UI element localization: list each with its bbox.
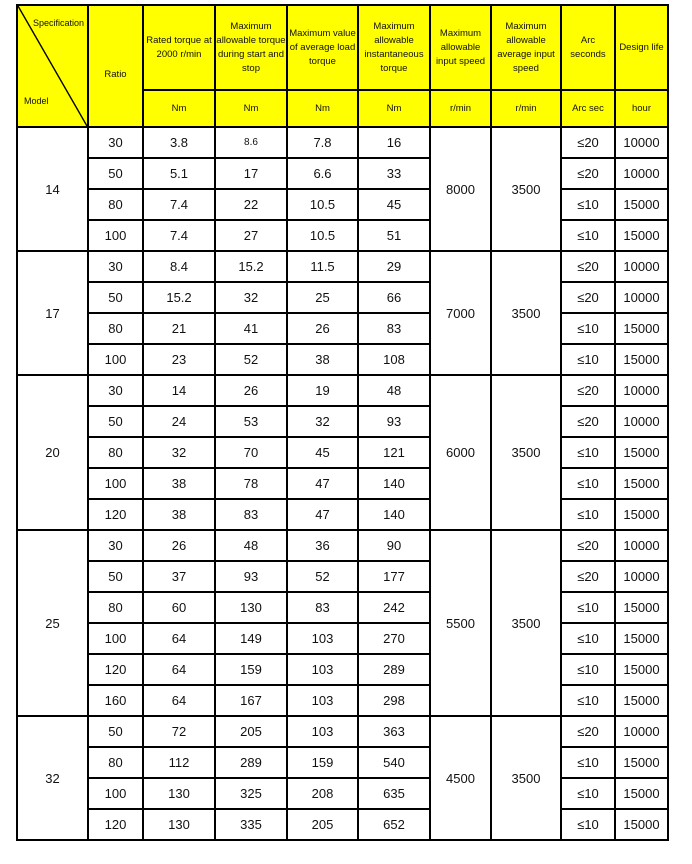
design-life-cell: 15000 (615, 654, 668, 685)
ratio-cell: 30 (88, 530, 143, 561)
ratio-cell: 30 (88, 375, 143, 406)
max-start-stop-cell: 130 (215, 592, 287, 623)
arc-seconds-cell: ≤10 (561, 499, 615, 530)
rated-torque-cell: 15.2 (143, 282, 215, 313)
rated-torque-cell: 130 (143, 809, 215, 840)
table-row (17, 158, 668, 189)
arc-seconds-cell: ≤20 (561, 375, 615, 406)
table-row (17, 747, 668, 778)
max-instant-cell: 29 (358, 251, 430, 282)
ratio-cell: 100 (88, 468, 143, 499)
design-life-cell: 15000 (615, 437, 668, 468)
table-row (17, 561, 668, 592)
unit-max-avg-input-speed: r/min (491, 90, 561, 127)
rated-torque-cell: 37 (143, 561, 215, 592)
max-avg-load-cell: 19 (287, 375, 358, 406)
ratio-cell: 120 (88, 809, 143, 840)
max-start-stop-cell: 27 (215, 220, 287, 251)
max-start-stop-cell: 149 (215, 623, 287, 654)
arc-seconds-cell: ≤10 (561, 685, 615, 716)
header-max-start-stop: Maximum allowable torque during start and stop (215, 5, 287, 90)
ratio-cell: 30 (88, 251, 143, 282)
max-start-stop-cell: 159 (215, 654, 287, 685)
max-avg-load-cell: 103 (287, 716, 358, 747)
header-design-life: Design life (615, 5, 668, 90)
max-instant-cell: 83 (358, 313, 430, 344)
arc-seconds-cell: ≤10 (561, 623, 615, 654)
max-instant-cell: 93 (358, 406, 430, 437)
design-life-cell: 10000 (615, 127, 668, 158)
rated-torque-cell: 72 (143, 716, 215, 747)
max-input-speed-cell: 4500 (430, 716, 491, 840)
max-instant-cell: 48 (358, 375, 430, 406)
rated-torque-cell: 60 (143, 592, 215, 623)
design-life-cell: 15000 (615, 747, 668, 778)
header-max-input-speed: Maximum allowable input speed (430, 5, 491, 90)
max-start-stop-cell: 325 (215, 778, 287, 809)
max-avg-load-cell: 159 (287, 747, 358, 778)
max-avg-load-cell: 103 (287, 685, 358, 716)
max-start-stop-cell: 78 (215, 468, 287, 499)
arc-seconds-cell: ≤20 (561, 282, 615, 313)
rated-torque-cell: 23 (143, 344, 215, 375)
arc-seconds-cell: ≤20 (561, 561, 615, 592)
table-row (17, 127, 668, 158)
table-row (17, 809, 668, 840)
model-cell: 17 (17, 251, 88, 375)
max-avg-load-cell: 6.6 (287, 158, 358, 189)
max-avg-load-cell: 32 (287, 406, 358, 437)
corner-header-cell (17, 5, 88, 127)
design-life-cell: 10000 (615, 158, 668, 189)
max-start-stop-cell: 8.6 (215, 127, 287, 158)
max-avg-load-cell: 103 (287, 623, 358, 654)
rated-torque-cell: 64 (143, 685, 215, 716)
unit-max-input-speed: r/min (430, 90, 491, 127)
design-life-cell: 10000 (615, 716, 668, 747)
ratio-cell: 160 (88, 685, 143, 716)
max-instant-cell: 140 (358, 468, 430, 499)
table-row (17, 282, 668, 313)
design-life-cell: 15000 (615, 809, 668, 840)
arc-seconds-cell: ≤10 (561, 437, 615, 468)
arc-seconds-cell: ≤10 (561, 344, 615, 375)
rated-torque-cell: 14 (143, 375, 215, 406)
max-start-stop-cell: 70 (215, 437, 287, 468)
arc-seconds-cell: ≤10 (561, 778, 615, 809)
max-start-stop-cell: 41 (215, 313, 287, 344)
arc-seconds-cell: ≤10 (561, 809, 615, 840)
max-start-stop-cell: 15.2 (215, 251, 287, 282)
max-avg-load-cell: 10.5 (287, 189, 358, 220)
table-row (17, 189, 668, 220)
max-avg-input-speed-cell: 3500 (491, 716, 561, 840)
arc-seconds-cell: ≤10 (561, 189, 615, 220)
header-max-avg-input-speed: Maximum allowable average input speed (491, 5, 561, 90)
arc-seconds-cell: ≤20 (561, 127, 615, 158)
unit-max-instant: Nm (358, 90, 430, 127)
max-instant-cell: 108 (358, 344, 430, 375)
unit-rated-torque: Nm (143, 90, 215, 127)
ratio-cell: 120 (88, 654, 143, 685)
arc-seconds-cell: ≤20 (561, 406, 615, 437)
rated-torque-cell: 38 (143, 499, 215, 530)
max-avg-load-cell: 26 (287, 313, 358, 344)
ratio-cell: 30 (88, 127, 143, 158)
max-avg-input-speed-cell: 3500 (491, 375, 561, 530)
header-max-avg-load: Maximum value of average load torque (287, 5, 358, 90)
design-life-cell: 10000 (615, 375, 668, 406)
design-life-cell: 10000 (615, 251, 668, 282)
max-start-stop-cell: 52 (215, 344, 287, 375)
max-start-stop-cell: 26 (215, 375, 287, 406)
max-start-stop-cell: 335 (215, 809, 287, 840)
rated-torque-cell: 32 (143, 437, 215, 468)
design-life-cell: 10000 (615, 282, 668, 313)
max-start-stop-cell: 93 (215, 561, 287, 592)
design-life-cell: 15000 (615, 313, 668, 344)
max-start-stop-cell: 17 (215, 158, 287, 189)
table-row (17, 716, 668, 747)
max-instant-cell: 66 (358, 282, 430, 313)
rated-torque-cell: 26 (143, 530, 215, 561)
model-cell: 32 (17, 716, 88, 840)
max-instant-cell: 121 (358, 437, 430, 468)
max-instant-cell: 51 (358, 220, 430, 251)
max-avg-load-cell: 11.5 (287, 251, 358, 282)
arc-seconds-cell: ≤20 (561, 158, 615, 189)
design-life-cell: 15000 (615, 468, 668, 499)
header-rated-torque: Rated torque at 2000 r/min (143, 5, 215, 90)
max-avg-load-cell: 83 (287, 592, 358, 623)
arc-seconds-cell: ≤20 (561, 716, 615, 747)
table-row (17, 654, 668, 685)
max-avg-load-cell: 52 (287, 561, 358, 592)
table-row (17, 220, 668, 251)
design-life-cell: 15000 (615, 344, 668, 375)
max-start-stop-cell: 167 (215, 685, 287, 716)
rated-torque-cell: 21 (143, 313, 215, 344)
ratio-cell: 100 (88, 344, 143, 375)
max-avg-load-cell: 205 (287, 809, 358, 840)
design-life-cell: 15000 (615, 499, 668, 530)
max-instant-cell: 298 (358, 685, 430, 716)
rated-torque-cell: 38 (143, 468, 215, 499)
max-instant-cell: 635 (358, 778, 430, 809)
table-body (17, 127, 668, 840)
table-row (17, 592, 668, 623)
unit-max-start-stop: Nm (215, 90, 287, 127)
max-avg-load-cell: 36 (287, 530, 358, 561)
ratio-cell: 50 (88, 282, 143, 313)
table-row (17, 530, 668, 561)
table-row (17, 468, 668, 499)
header-ratio: Ratio (88, 5, 143, 127)
max-avg-input-speed-cell: 3500 (491, 530, 561, 716)
arc-seconds-cell: ≤10 (561, 592, 615, 623)
max-input-speed-cell: 5500 (430, 530, 491, 716)
max-instant-cell: 289 (358, 654, 430, 685)
table-row (17, 251, 668, 282)
design-life-cell: 15000 (615, 685, 668, 716)
max-avg-load-cell: 208 (287, 778, 358, 809)
design-life-cell: 10000 (615, 406, 668, 437)
max-start-stop-cell: 83 (215, 499, 287, 530)
max-instant-cell: 540 (358, 747, 430, 778)
rated-torque-cell: 7.4 (143, 220, 215, 251)
ratio-cell: 80 (88, 437, 143, 468)
unit-arc-seconds: Arc sec (561, 90, 615, 127)
ratio-cell: 50 (88, 716, 143, 747)
ratio-cell: 100 (88, 778, 143, 809)
max-instant-cell: 90 (358, 530, 430, 561)
max-avg-input-speed-cell: 3500 (491, 251, 561, 375)
rated-torque-cell: 130 (143, 778, 215, 809)
table-row (17, 437, 668, 468)
max-start-stop-cell: 22 (215, 189, 287, 220)
ratio-cell: 80 (88, 313, 143, 344)
table-row (17, 375, 668, 406)
design-life-cell: 10000 (615, 561, 668, 592)
table-header (17, 5, 668, 127)
table-row (17, 313, 668, 344)
max-input-speed-cell: 7000 (430, 251, 491, 375)
design-life-cell: 10000 (615, 530, 668, 561)
table-row (17, 778, 668, 809)
max-avg-load-cell: 103 (287, 654, 358, 685)
design-life-cell: 15000 (615, 592, 668, 623)
ratio-cell: 80 (88, 592, 143, 623)
model-label: Model (24, 96, 49, 106)
max-avg-load-cell: 10.5 (287, 220, 358, 251)
max-avg-load-cell: 47 (287, 499, 358, 530)
max-instant-cell: 140 (358, 499, 430, 530)
ratio-cell: 50 (88, 406, 143, 437)
arc-seconds-cell: ≤20 (561, 251, 615, 282)
rated-torque-cell: 64 (143, 654, 215, 685)
unit-design-life: hour (615, 90, 668, 127)
arc-seconds-cell: ≤20 (561, 530, 615, 561)
max-instant-cell: 45 (358, 189, 430, 220)
design-life-cell: 15000 (615, 778, 668, 809)
table-row (17, 406, 668, 437)
arc-seconds-cell: ≤10 (561, 313, 615, 344)
specification-label: Specification (32, 18, 84, 28)
ratio-cell: 50 (88, 561, 143, 592)
max-instant-cell: 33 (358, 158, 430, 189)
spec-table (16, 4, 669, 841)
rated-torque-cell: 64 (143, 623, 215, 654)
rated-torque-cell: 112 (143, 747, 215, 778)
design-life-cell: 15000 (615, 189, 668, 220)
max-start-stop-cell: 32 (215, 282, 287, 313)
ratio-cell: 50 (88, 158, 143, 189)
model-cell: 20 (17, 375, 88, 530)
max-avg-load-cell: 45 (287, 437, 358, 468)
max-avg-input-speed-cell: 3500 (491, 127, 561, 251)
max-instant-cell: 16 (358, 127, 430, 158)
max-instant-cell: 652 (358, 809, 430, 840)
max-avg-load-cell: 47 (287, 468, 358, 499)
max-avg-load-cell: 25 (287, 282, 358, 313)
ratio-cell: 100 (88, 220, 143, 251)
design-life-cell: 15000 (615, 623, 668, 654)
ratio-cell: 80 (88, 747, 143, 778)
rated-torque-cell: 7.4 (143, 189, 215, 220)
table-row (17, 685, 668, 716)
max-input-speed-cell: 6000 (430, 375, 491, 530)
header-arc-seconds: Arc seconds (561, 5, 615, 90)
design-life-cell: 15000 (615, 220, 668, 251)
header-max-instant: Maximum allowable instantaneous torque (358, 5, 430, 90)
table-row (17, 499, 668, 530)
max-input-speed-cell: 8000 (430, 127, 491, 251)
table-row (17, 623, 668, 654)
max-start-stop-cell: 48 (215, 530, 287, 561)
unit-max-avg-load: Nm (287, 90, 358, 127)
max-instant-cell: 270 (358, 623, 430, 654)
max-avg-load-cell: 38 (287, 344, 358, 375)
max-avg-load-cell: 7.8 (287, 127, 358, 158)
ratio-cell: 120 (88, 499, 143, 530)
max-instant-cell: 363 (358, 716, 430, 747)
table-row (17, 344, 668, 375)
arc-seconds-cell: ≤10 (561, 747, 615, 778)
max-start-stop-cell: 53 (215, 406, 287, 437)
max-start-stop-cell: 205 (215, 716, 287, 747)
ratio-cell: 80 (88, 189, 143, 220)
arc-seconds-cell: ≤10 (561, 468, 615, 499)
arc-seconds-cell: ≤10 (561, 654, 615, 685)
ratio-cell: 100 (88, 623, 143, 654)
max-instant-cell: 177 (358, 561, 430, 592)
rated-torque-cell: 24 (143, 406, 215, 437)
rated-torque-cell: 5.1 (143, 158, 215, 189)
rated-torque-cell: 8.4 (143, 251, 215, 282)
rated-torque-cell: 3.8 (143, 127, 215, 158)
model-cell: 14 (17, 127, 88, 251)
arc-seconds-cell: ≤10 (561, 220, 615, 251)
max-start-stop-cell: 289 (215, 747, 287, 778)
max-instant-cell: 242 (358, 592, 430, 623)
model-cell: 25 (17, 530, 88, 716)
